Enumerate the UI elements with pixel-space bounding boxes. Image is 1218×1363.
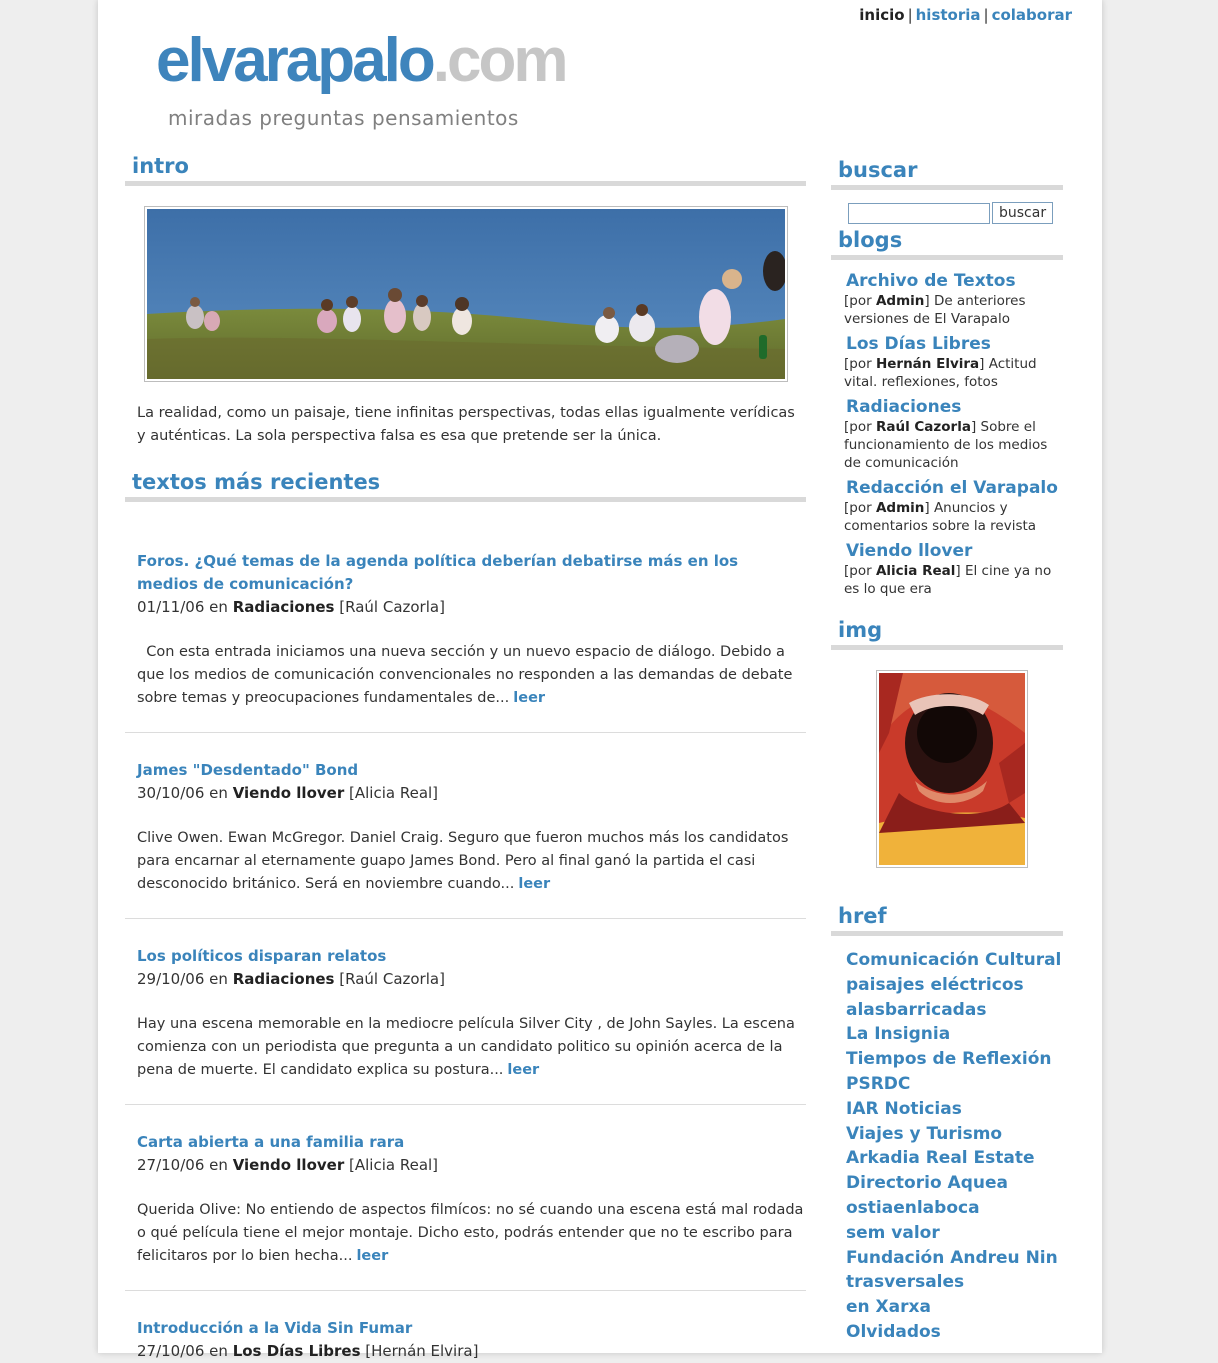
post-list [125,524,806,1363]
external-link[interactable]: Directorio Aquea [846,1173,1008,1194]
post-meta [137,968,806,991]
external-link[interactable]: trasversales [846,1272,965,1293]
blog-item [844,477,1063,535]
blog-desc: [por Admin] Anuncios y comentarios sobre la revista [844,500,1037,534]
site-logo[interactable] [156,26,565,96]
logo-tld: .com [432,26,566,95]
post-item [125,524,806,733]
sidebar [831,156,1063,1345]
read-more-link[interactable]: leer [513,690,546,706]
post-en: en [209,784,228,802]
recent-heading: textos más recientes [125,468,806,502]
nav-inicio[interactable]: inicio [859,6,905,24]
external-link[interactable]: PSRDC [846,1073,911,1094]
blog-author: Hernán Elvira [875,356,980,372]
post-en: en [209,598,228,616]
blog-link[interactable]: Redacción el Varapalo [846,478,1058,498]
blog-desc: [por Hernán Elvira] Actitud vital. reflexiones, fotos [844,356,1037,390]
search-form [848,202,1063,226]
external-link[interactable]: La Insignia [846,1024,951,1045]
post-title-link[interactable]: Introducción a la Vida Sin Fumar [137,1319,413,1337]
post-date: 29/10/06 [137,970,205,988]
post-excerpt-text: Con esta entrada iniciamos una nueva sección y un nuevo espacio de diálogo. Debido a que los medios de comunicación convencionales no responden a las demandas de debate sobre temas y preocupaciones fundamentales de... [137,644,793,706]
post-title-link[interactable]: Foros. ¿Qué temas de la agenda política deberían debatirse más en los medios de comunicación? [137,552,739,593]
post-title-link[interactable]: Carta abierta a una familia rara [137,1133,405,1151]
post-blog: Viendo llover [232,784,345,802]
post-title-link[interactable]: James "Desdentado" Bond [137,761,359,779]
read-more-link[interactable]: leer [518,876,551,892]
post-item [125,1105,806,1291]
featured-image[interactable] [876,670,1028,868]
external-link[interactable]: ostiaenlaboca [846,1197,980,1218]
read-more-link[interactable]: leer [356,1248,389,1264]
post-title-link[interactable]: Los políticos disparan relatos [137,947,387,965]
post-item [125,1291,806,1363]
post-excerpt-text: Hay una escena memorable en la mediocre película Silver City , de John Sayles. La escena comienza con un periodista que pregunta a un candidato politico su opinión acerca de la pena de muerte. El candidato explica su postura... [137,1016,795,1078]
main-column [125,152,806,1363]
read-more-link[interactable]: leer [507,1062,540,1078]
post-item [125,919,806,1105]
post-blog: Viendo llover [232,1156,345,1174]
post-excerpt-text: Querida Olive: No entiendo de aspectos filmícos: no sé cuando una escena está mal rodada o qué película tiene el mejor montaje. Dicho esto, podrás entender que no te escribo para felicitaros por lo bien hecha... [137,1202,804,1264]
blog-author: Raúl Cazorla [875,419,971,435]
post-en: en [209,1156,228,1174]
post-meta [137,1340,806,1363]
nav-colaborar[interactable]: colaborar [991,6,1072,24]
nav-separator: | [983,6,989,24]
post-date: 27/10/06 [137,1342,205,1360]
external-link[interactable]: Olvidados [846,1321,941,1342]
external-link[interactable]: Comunicación Cultural [846,950,1062,970]
external-link[interactable]: Viajes y Turismo [846,1123,1003,1144]
post-date: 30/10/06 [137,784,205,802]
intro-heading: intro [125,152,806,186]
external-link[interactable]: Tiempos de Reflexión [846,1049,1052,1070]
logo-main: elvarapalo [156,26,433,95]
nav-historia[interactable]: historia [915,6,981,24]
post-excerpt [137,641,805,710]
post-meta [137,596,806,619]
blog-link[interactable]: Los Días Libres [846,334,991,354]
post-author: [Alicia Real] [349,784,439,802]
blog-link[interactable]: Archivo de Textos [846,271,1016,291]
blog-author: Admin [875,293,925,309]
blog-item [844,540,1063,598]
post-excerpt [137,1013,805,1082]
blog-link[interactable]: Radiaciones [846,397,962,417]
post-excerpt [137,827,805,896]
post-en: en [209,970,228,988]
blog-link[interactable]: Viendo llover [846,541,973,561]
img-heading: img [831,616,1063,650]
post-en: en [209,1342,228,1360]
blog-author: Alicia Real [875,563,956,579]
post-meta [137,782,806,805]
post-author: [Raúl Cazorla] [339,970,445,988]
nav-separator: | [907,6,913,24]
external-link[interactable]: paisajes eléctricos [846,974,1024,995]
external-link[interactable]: alasbarricadas [846,999,987,1020]
post-blog: Radiaciones [232,598,335,616]
external-link[interactable]: sem valor [846,1222,940,1243]
blog-item [844,270,1063,328]
href-heading: href [831,902,1063,936]
post-author: [Alicia Real] [349,1156,439,1174]
post-date: 27/10/06 [137,1156,205,1174]
href-list [831,948,1063,1345]
blogs-list [831,270,1063,598]
post-excerpt-text: Clive Owen. Ewan McGregor. Daniel Craig. Seguro que fueron muchos más los candidatos para encarnar al eternamente guapo James Bond. Pero al final ganó la partida el casi desconocido británico. Será en noviembre cuando... [137,830,789,892]
intro-text: La realidad, como un paisaje, tiene infinitas perspectivas, todas ellas igualmente verídicas y auténticas. La sola perspectiva falsa es esa que pretende ser la única. [137,405,795,444]
page [98,0,1102,1360]
external-link[interactable]: Arkadia Real Estate [846,1148,1035,1169]
screaming-face-icon [879,673,1025,865]
post-excerpt [137,1199,805,1268]
post-author: [Hernán Elvira] [365,1342,479,1360]
post-date: 01/11/06 [137,598,205,616]
blog-desc: [por Alicia Real] El cine ya no es lo que era [844,563,1052,597]
blog-desc: [por Admin] De anteriores versiones de El Varapalo [844,293,1026,327]
site-tagline: miradas preguntas pensamientos [168,106,519,130]
blogs-heading: blogs [831,226,1063,260]
search-heading: buscar [831,156,1063,190]
blog-item [844,333,1063,391]
intro-photo [144,206,788,382]
blog-desc: [por Raúl Cazorla] Sobre el funcionamiento de los medios de comunicación [844,419,1048,471]
external-link[interactable]: en Xarxa [846,1297,931,1318]
search-input[interactable] [848,203,990,224]
search-button[interactable]: buscar [992,202,1053,224]
external-link[interactable]: Fundación Andreu Nin [846,1247,1058,1268]
post-item [125,733,806,919]
blog-author: Admin [875,500,925,516]
blog-item [844,396,1063,472]
post-author: [Raúl Cazorla] [339,598,445,616]
landscape-photo-icon [147,209,785,379]
top-nav [859,6,1072,24]
post-blog: Los Días Libres [232,1342,361,1360]
post-blog: Radiaciones [232,970,335,988]
post-meta [137,1154,806,1177]
external-link[interactable]: IAR Noticias [846,1098,962,1119]
